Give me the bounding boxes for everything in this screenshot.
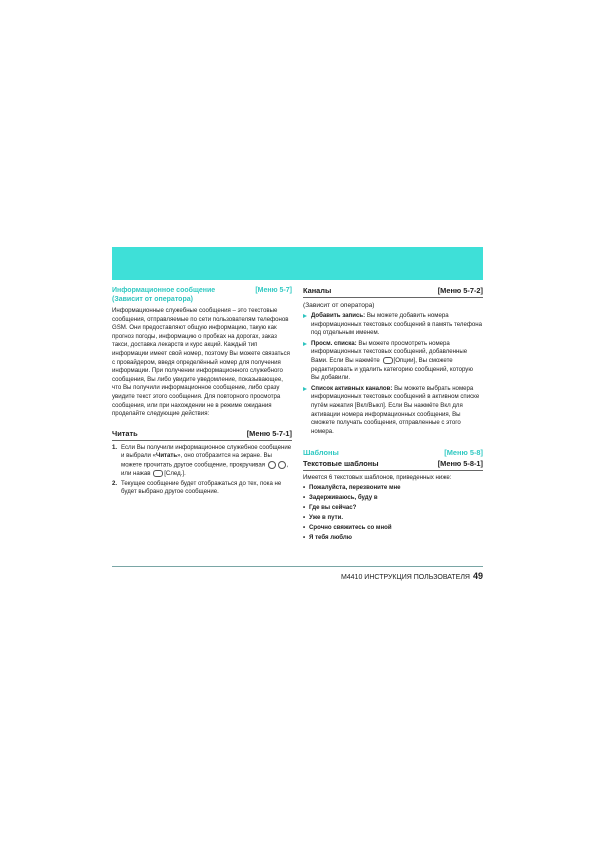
info-message-body: Информационные служебные сообщения – это текстовые сообщения, отправляемые по сети пользователям телефонов GSM. Они предоставляют общую информацию, такую как прогноз погоды, информацию о пробках на дорогах, заказ такси, доставка лекарств и курс акций. Каждый тип информации имеет свой номер, поэтому Вы можете связаться с провайдером, введя определённый номер для получения информации. При получении информационного служебного сообщения, Вы либо увидите уведомление, показывающее, что Вы получили информационное сообщение, либо сразу увидите текст этого сообщения. Для повторного просмотра сообщения, или при нахождении не в режиме ожидания проделайте следующие действия: <box>112 307 290 418</box>
template-item: • Уже в пути. <box>303 514 483 523</box>
templates-list <box>303 484 483 543</box>
channels-list <box>303 312 483 436</box>
read-step-1: 1. Если Вы получили информационное служебное сообщение и выбрали «Читать», оно отобразится на экране. Вы можете прочитать другое сообщение, прокручивая , или нажав [След.]. <box>112 443 292 478</box>
channels-heading <box>303 286 483 295</box>
templates-heading <box>303 448 483 457</box>
channels-menu: [Меню 5-7-2] <box>437 286 483 295</box>
templates-title: Шаблоны <box>303 448 339 458</box>
text-templates-intro: Имеется 6 текстовых шаблонов, приведенных ниже: <box>303 474 452 482</box>
template-item: • Пожалуйста, перезвоните мне <box>303 484 483 493</box>
info-message-subtitle: (Зависит от оператора) <box>112 296 193 303</box>
footer-divider <box>112 566 483 567</box>
nav-down-key-icon <box>278 461 286 469</box>
read-heading <box>112 429 292 438</box>
text-templates-heading <box>303 459 483 468</box>
channels-divider <box>303 297 483 298</box>
read-divider <box>112 440 292 441</box>
read-menu: [Меню 5-7-1] <box>246 428 292 438</box>
channels-subtitle: (Зависит от оператора) <box>303 302 375 309</box>
channels-item-view: Просм. списка: Вы можете просмотреть номера информационных текстовых сообщений, добавленные Вами. Если Вы нажмёте [Опции], Вы сможете редактировать и удалить категорию сообщений, которую Вы добавили. <box>303 340 483 383</box>
footer-text: M4410 ИНСТРУКЦИЯ ПОЛЬЗОВАТЕЛЯ <box>340 574 470 581</box>
nav-up-key-icon <box>268 461 276 469</box>
softkey-icon <box>153 470 163 477</box>
read-steps <box>112 444 292 497</box>
header-banner <box>112 247 483 280</box>
left-column <box>112 286 292 498</box>
read-step-2: 2. Текущее сообщение будет отображаться до тех, пока не будет выбрано другое сообщение. <box>112 479 282 496</box>
arrow-icon <box>303 342 307 346</box>
template-item: • Задерживаюсь, буду в <box>303 494 483 503</box>
page-footer <box>112 571 483 581</box>
template-item: • Я тебя люблю <box>303 534 483 543</box>
softkey-icon <box>383 357 393 364</box>
template-item: • Срочно свяжитесь со мной <box>303 524 483 533</box>
info-message-menu: [Меню 5-7] <box>255 287 292 294</box>
channels-item-add: Добавить запись: Вы можете добавить номера информационных текстовых сообщений в память телефона под отдельным именем. <box>303 312 483 338</box>
text-templates-title: Текстовые шаблоны <box>303 459 379 469</box>
right-column <box>303 286 483 545</box>
arrow-icon <box>303 314 307 318</box>
channels-title: Каналы <box>303 286 332 295</box>
read-title: Читать <box>112 428 138 438</box>
channels-item-active: Список активных каналов: Вы можете выбрать номера информационных текстовых сообщений в активном списке путём нажатия [Вкл/Выкл]. Если Вы нажмёте Вкл для активации номера информационных сообщения, Вы сможете получать сообщения, отправленные с этого номера. <box>303 385 483 437</box>
text-templates-menu: [Меню 5-8-1] <box>437 459 483 469</box>
page-number: 49 <box>472 571 483 581</box>
template-item: • Где вы сейчас? <box>303 504 483 513</box>
info-message-title: Информационное сообщение <box>112 287 216 294</box>
info-message-heading <box>112 286 292 295</box>
text-templates-divider <box>303 470 483 471</box>
templates-menu: [Меню 5-8] <box>444 448 483 458</box>
arrow-icon <box>303 387 307 391</box>
